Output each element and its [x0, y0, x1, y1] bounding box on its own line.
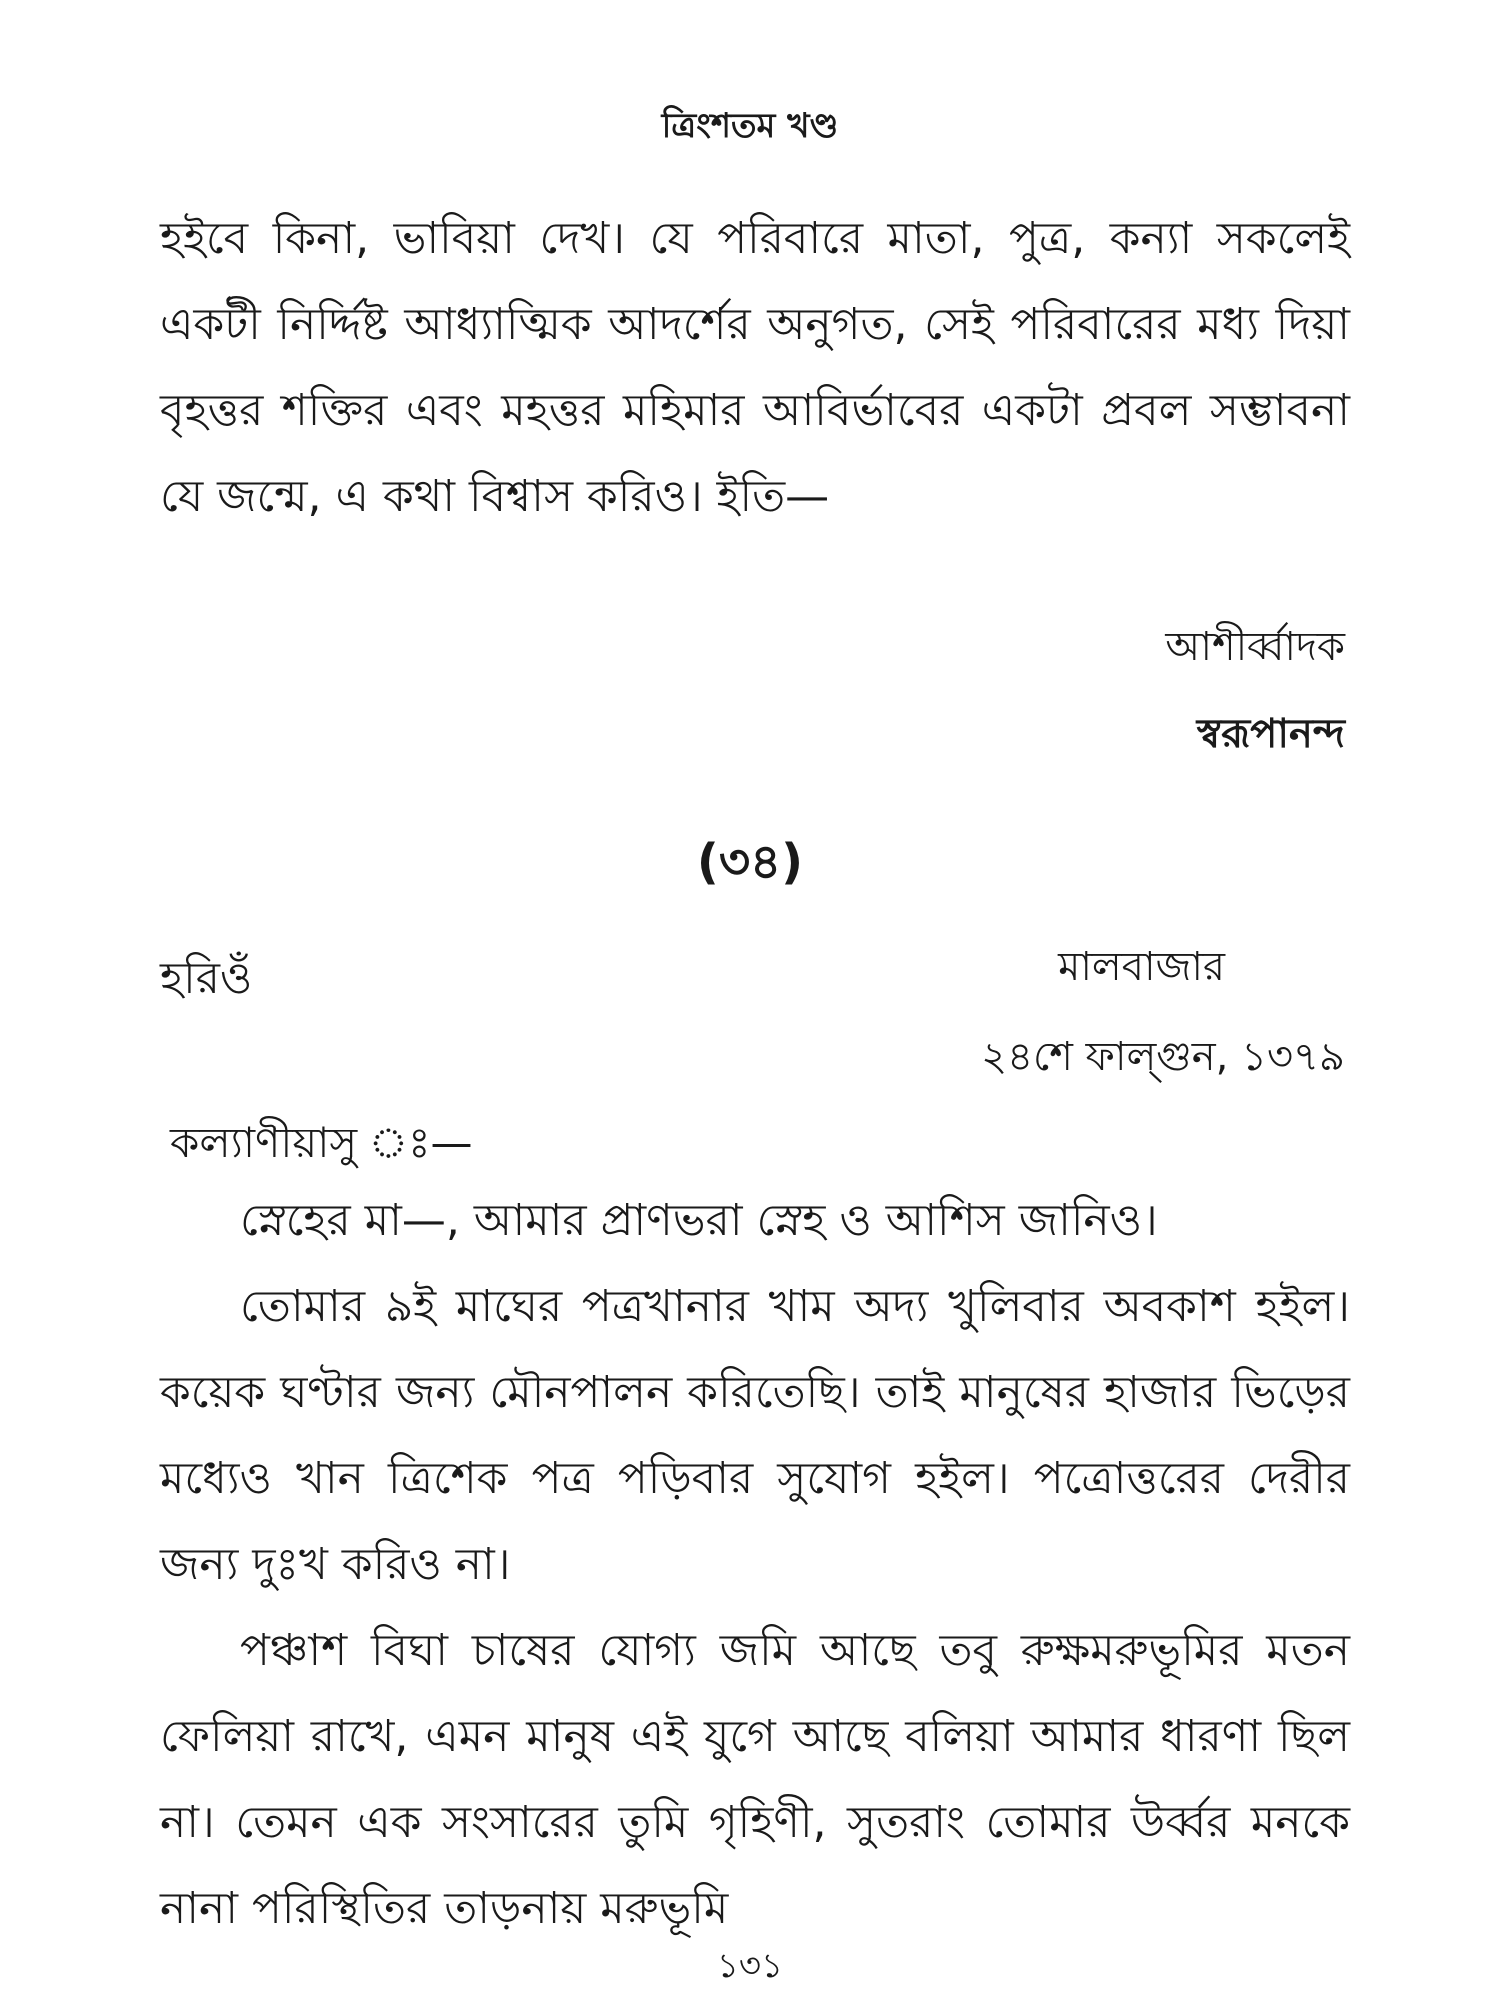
letter-place: মালবাজার — [1058, 944, 1225, 990]
closing-signature: স্বরূপানন্দ — [1196, 711, 1345, 757]
letter-date: ২৪শে ফাল্গুন, ১৩৭৯ — [981, 1034, 1345, 1080]
letter-body — [160, 1178, 1350, 1952]
letter-number: (৩৪) — [696, 834, 804, 890]
letter-invocation: হরিওঁ — [160, 953, 253, 1004]
running-header: ত্রিংশতম খণ্ড — [661, 106, 839, 146]
letter-paragraph: পঞ্চাশ বিঘা চাষের যোগ্য জমি আছে তবু রুক্ষমরুভূমির মতন ফেলিয়া রাখে, এমন মানুষ এই যুগে আছে বলিয়া আমার ধারণা ছিল না। তেমন এক সংসারের তুমি গৃহিণী, সুতরাং তোমার উর্ব্বর মনকে নানা পরিস্থিতির তাড়নায় মরুভূমি — [160, 1625, 1350, 1934]
letter-paragraph: স্নেহের মা—, আমার প্রাণভরা স্নেহ ও আশিস জানিও। — [240, 1195, 1158, 1246]
continued-paragraph-block — [160, 196, 1350, 540]
closing-blessing: আশীর্ব্বাদক — [1165, 624, 1345, 670]
page-number: ১৩১ — [716, 1946, 784, 1986]
letter-paragraph: তোমার ৯ই মাঘের পত্রখানার খাম অদ্য খুলিবার অবকাশ হইল। কয়েক ঘণ্টার জন্য মৌনপালন করিতেছি। তাই মানুষের হাজার ভিড়ের মধ্যেও খান ত্রিশেক পত্র পড়িবার সুযোগ হইল। পত্রোত্তরের দেরীর জন্য দুঃখ করিও না। — [160, 1281, 1350, 1590]
letter-salutation: কল্যাণীয়াসু ঃ— — [170, 1118, 473, 1167]
continued-paragraph: হইবে কিনা, ভাবিয়া দেখ। যে পরিবারে মাতা, পুত্র, কন্যা সকলেই একটী নির্দ্দিষ্ট আধ্যাত্মিক আদর্শের অনুগত, সেই পরিবারের মধ্য দিয়া বৃহত্তর শক্তির এবং মহত্তর মহিমার আবির্ভাবের একটা প্রবল সম্ভাবনা যে জন্মে, এ কথা বিশ্বাস করিও। ইতি— — [160, 213, 1350, 522]
